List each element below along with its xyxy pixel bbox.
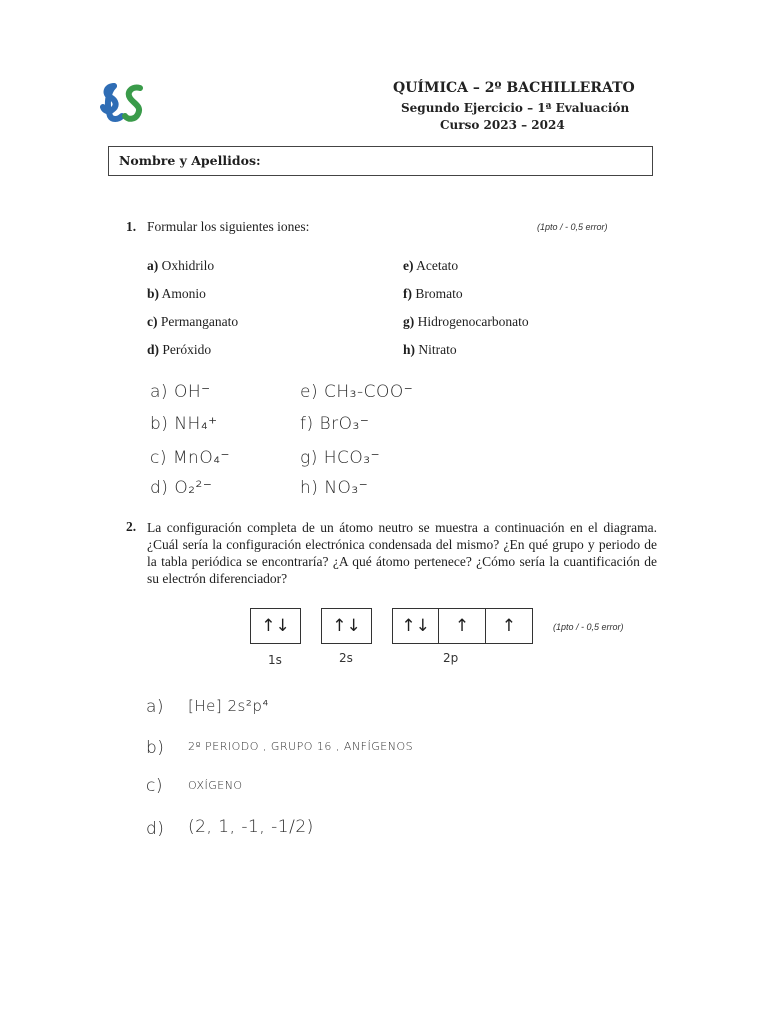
q1-points: (1pto / - 0,5 error) bbox=[537, 222, 608, 232]
q1-answer: f) BrO₃⁻ bbox=[300, 414, 370, 434]
orbital-cell: ↑ bbox=[501, 616, 516, 636]
q2-answer-key: a) bbox=[146, 697, 165, 717]
q1-option: h) Nitrato bbox=[403, 342, 457, 357]
orbital-cell: ↑↓ bbox=[332, 616, 361, 636]
orbital-box-2s bbox=[321, 608, 372, 644]
q2-answer-text: (2, 1, -1, -1/2) bbox=[188, 817, 314, 837]
name-field-label: Nombre y Apellidos: bbox=[119, 153, 261, 168]
q2-answer-text: 2º PERIODO , GRUPO 16 , ANFÍGENOS bbox=[188, 740, 414, 753]
q1-answer: e) CH₃-COO⁻ bbox=[300, 382, 414, 402]
q1-option: c) Permanganato bbox=[147, 314, 239, 329]
q2-answer-text: OXÍGENO bbox=[188, 779, 243, 792]
exam-title: QUÍMICA – 2º BACHILLERATO bbox=[393, 80, 635, 96]
q2-text: La configuración completa de un átomo neutro se muestra a continuación en el diagrama. ¿Cuál sería la configuración electrónica condensada del mismo? ¿En qué grupo y periodo de la tabla periódica se encontraría? ¿A qué átomo pertenece? ¿Cómo sería la cuantificación de su electrón diferenciador? bbox=[147, 520, 657, 586]
q1-option: b) Amonio bbox=[147, 286, 206, 301]
q2-answer-key: c) bbox=[146, 776, 163, 796]
q1-option: g) Hidrogenocarbonato bbox=[403, 314, 529, 329]
q1-text: Formular los siguientes iones: bbox=[147, 219, 310, 234]
q2-answer-key: d) bbox=[146, 819, 165, 839]
orbital-box-2p bbox=[392, 608, 533, 644]
exam-subtitle: Segundo Ejercicio – 1ª Evaluación bbox=[401, 101, 630, 115]
q2-answer-text: [He] 2s²p⁴ bbox=[188, 697, 269, 715]
orbital-box-1s bbox=[250, 608, 301, 644]
orbital-label-1s: 1s bbox=[268, 653, 282, 667]
orbital-cell: ↑ bbox=[439, 609, 485, 643]
name-field-box bbox=[108, 146, 653, 176]
school-logo bbox=[100, 82, 148, 124]
q1-option: d) Peróxido bbox=[147, 342, 212, 357]
q1-answer: g) HCO₃⁻ bbox=[300, 448, 381, 468]
q2-points: (1pto / - 0,5 error) bbox=[553, 622, 624, 632]
q1-answer: h) NO₃⁻ bbox=[300, 478, 369, 498]
orbital-label-2p: 2p bbox=[443, 651, 459, 665]
q1-answer: b) NH₄⁺ bbox=[150, 414, 218, 434]
q1-option: f) Bromato bbox=[403, 286, 463, 301]
exam-course: Curso 2023 – 2024 bbox=[440, 118, 565, 132]
q2-number: 2. bbox=[126, 519, 137, 534]
orbital-cell: ↑↓ bbox=[261, 616, 290, 636]
orbital-cell: ↑↓ bbox=[393, 609, 439, 643]
orbital-label-2s: 2s bbox=[339, 651, 353, 665]
q2-answer-key: b) bbox=[146, 738, 165, 758]
q1-number: 1. bbox=[126, 219, 137, 234]
q1-answer: a) OH⁻ bbox=[150, 382, 211, 402]
q1-option: a) Oxhidrilo bbox=[147, 258, 215, 273]
q1-answer: c) MnO₄⁻ bbox=[150, 448, 231, 468]
q1-answer: d) O₂²⁻ bbox=[150, 478, 213, 498]
q1-option: e) Acetato bbox=[403, 258, 459, 273]
